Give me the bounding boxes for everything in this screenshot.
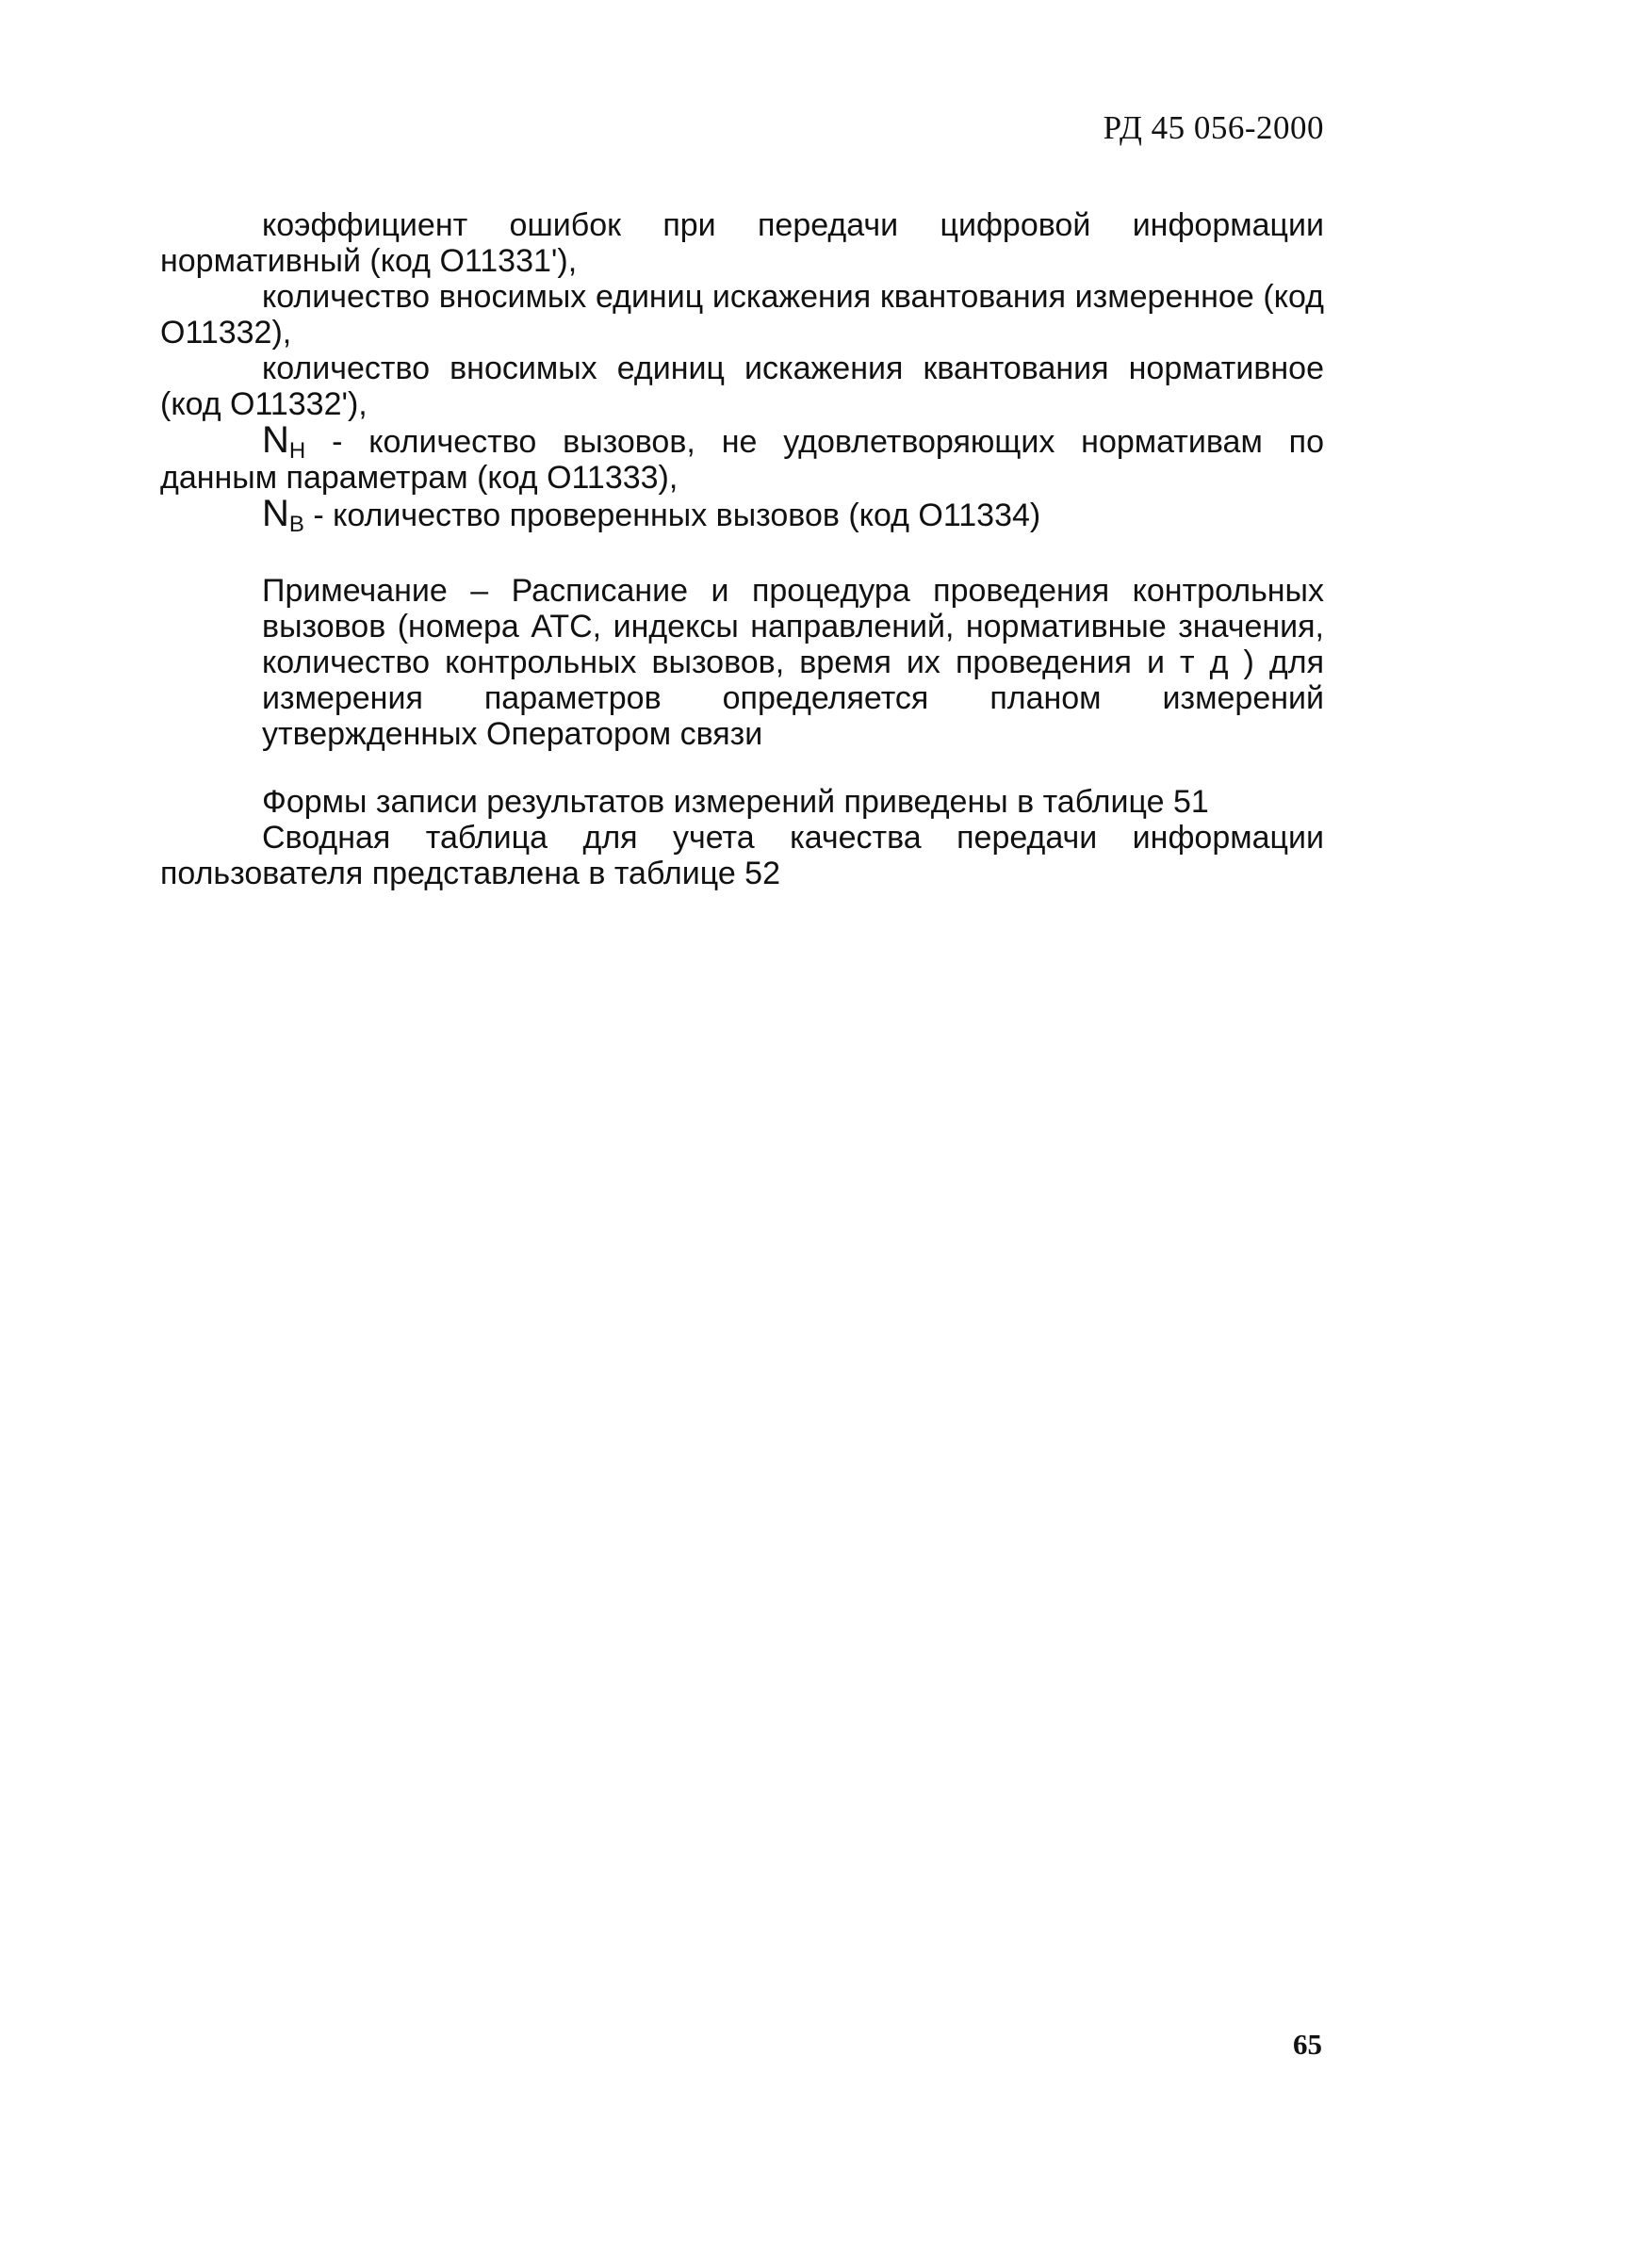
symbol-subscript: Н xyxy=(288,438,306,464)
page-content xyxy=(160,207,1324,891)
symbol-letter: N xyxy=(262,493,289,534)
paragraph-checked-calls xyxy=(160,493,1324,537)
symbol-n xyxy=(262,419,306,464)
spacer xyxy=(160,752,1324,784)
symbol-n xyxy=(262,493,304,537)
page-number: 65 xyxy=(1293,2028,1322,2061)
paragraph-quantization-measured: количество вносимых единиц искажения квантования измеренное (код О11332), xyxy=(160,279,1324,351)
paragraph-calls-not-meeting-norms xyxy=(160,419,1324,496)
paragraph-table-52-reference: Сводная таблица для учета качества передачи информации пользователя представлена в таблице 52 xyxy=(160,820,1324,891)
paragraph-table-51-reference: Формы записи результатов измерений приведены в таблице 51 xyxy=(262,784,1209,820)
document-code: РД 45 056-2000 xyxy=(1103,109,1324,146)
paragraph-text: - количество вызовов, не удовлетворяющих нормативам по данным параметрам (код О11333), xyxy=(160,424,1324,496)
paragraph-quantization-normative: количество вносимых единиц искажения квантования нормативное (код О11332'), xyxy=(160,351,1324,422)
note-paragraph: Примечание – Расписание и процедура проведения контрольных вызовов (номера АТС, индексы направлений, нормативные значения, количество контрольных вызовов, время их проведения и т д ) для измерения параметров определяется планом измерений утвержденных Оператором связи xyxy=(262,573,1324,752)
paragraph-text: - количество проверенных вызовов (код О11334) xyxy=(303,498,1041,533)
symbol-subscript: В xyxy=(288,512,304,537)
symbol-letter: N xyxy=(262,419,289,461)
paragraph-error-coefficient-normative: коэффициент ошибок при передачи цифровой информации нормативный (код О11331'), xyxy=(160,207,1324,279)
